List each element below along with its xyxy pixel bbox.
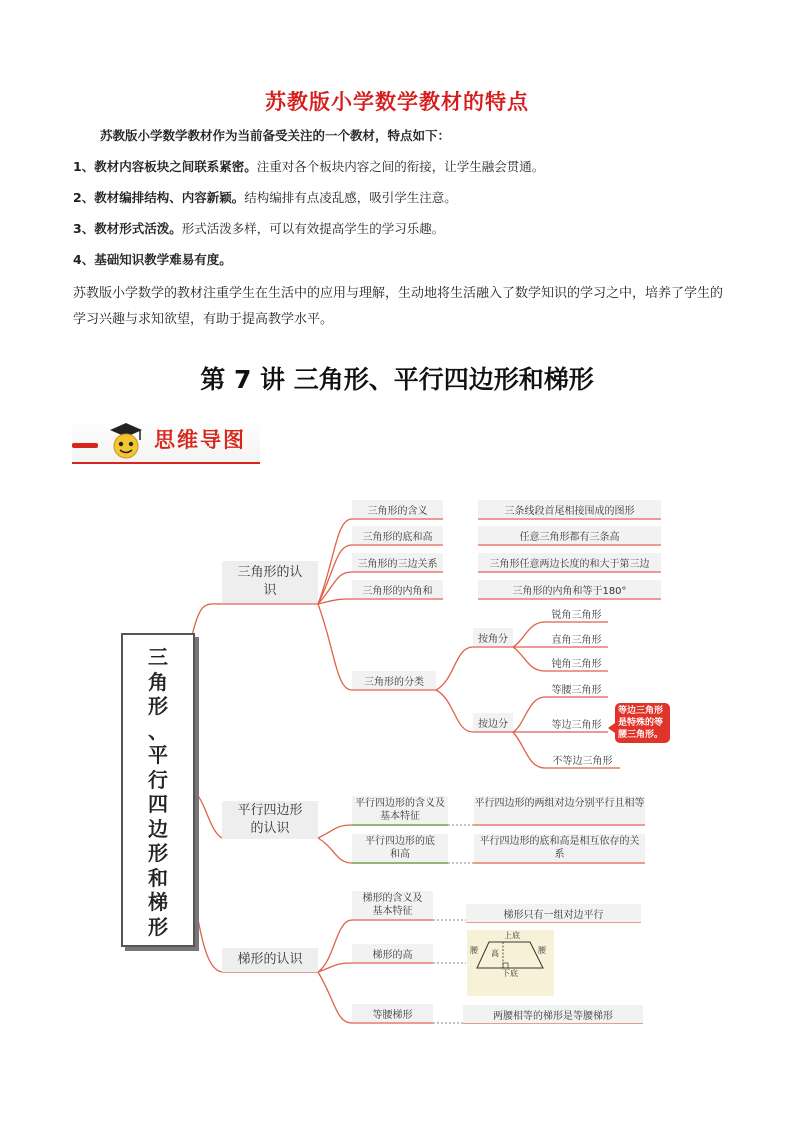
- node-triangle-sides-detail: 三角形任意两边长度的和大于第三边: [489, 559, 650, 570]
- node-isosceles-trapezoid-detail: 两腰相等的梯形是等腰梯形: [493, 1011, 613, 1022]
- node-scalene: 不等边三角形: [552, 756, 613, 767]
- node-triangle-base-detail: 任意三角形都有三条高: [519, 532, 620, 543]
- feature-3-bold: 3、教材形式活泼。: [73, 221, 182, 236]
- node-parallelogram-base-label: 平行四边形的底和高: [365, 836, 435, 860]
- node-parallelogram-meaning-label: 平行四边形的含义及基本特征: [355, 798, 445, 822]
- trapezoid-leg-left-label: 腰: [470, 946, 478, 955]
- node-triangle-angles-label: 三角形的内角和: [362, 586, 433, 597]
- trapezoid-bottom-label: 下底: [502, 969, 518, 978]
- root-label: 三 角 形 、 平 行 四 边 形 和 梯 形: [148, 645, 168, 939]
- node-parallelogram-base-detail: 平行四边形的底和高是相互依存的关系: [479, 836, 640, 860]
- trapezoid-height-mark: 高: [491, 949, 499, 958]
- branch-triangle: [222, 561, 318, 603]
- node-by-side-label: 按边分: [478, 719, 508, 730]
- node-trapezoid-meaning-detail: 梯形只有一组对边平行: [503, 910, 604, 921]
- lecture-title: 第 7 讲 三角形、平行四边形和梯形: [200, 365, 594, 394]
- branch-triangle-label: 三角形的认识: [237, 565, 303, 598]
- node-classification-label: 三角形的分类: [364, 677, 424, 688]
- node-triangle-sides-label: 三角形的三边关系: [357, 559, 438, 570]
- node-equilateral: 等边三角形: [551, 720, 602, 731]
- node-triangle-angles-detail: 三角形的内角和等于180°: [512, 586, 627, 597]
- mindmap-root: [121, 633, 195, 947]
- node-acute: 锐角三角形: [551, 610, 602, 621]
- branch-parallelogram-label: 平行四边形的认识: [237, 803, 303, 836]
- feature-2-bold: 2、教材编排结构、内容新颖。: [73, 190, 245, 205]
- node-triangle-meaning-label: 三角形的含义: [367, 506, 428, 517]
- branch-trapezoid: [222, 948, 318, 972]
- trapezoid-top-label: 上底: [504, 931, 520, 940]
- node-isosceles-trapezoid-label: 等腰梯形: [372, 1010, 413, 1021]
- feature-2-text: 结构编排有点凌乱感，吸引学生注意。: [244, 190, 457, 205]
- node-triangle-meaning-detail: 三条线段首尾相接围成的图形: [504, 506, 635, 517]
- node-by-angle-label: 按角分: [478, 634, 508, 645]
- intro-line: 苏教版小学数学教材作为当前备受关注的一个教材，特点如下：: [100, 128, 451, 143]
- equilateral-callout: 等边三角形是特殊的等腰三角形。: [615, 703, 670, 743]
- branch-parallelogram: [222, 801, 318, 839]
- feature-1-bold: 1、教材内容板块之间联系紧密。: [73, 159, 257, 174]
- feature-3-text: 形式活泼多样，可以有效提高学生的学习乐趣。: [181, 221, 445, 236]
- node-trapezoid-height-label: 梯形的高: [372, 950, 413, 961]
- trapezoid-leg-right-label: 腰: [538, 946, 546, 955]
- trapezoid-figure: [467, 930, 554, 996]
- node-triangle-base-label: 三角形的底和高: [362, 532, 433, 543]
- summary-paragraph: 苏教版小学数学的教材注重学生在生活中的应用与理解，生动地将生活融入了数学知识的学习之中，培养了学生的学习兴趣与求知欲望，有助于提高教学水平。: [73, 286, 724, 327]
- node-trapezoid-meaning-label: 梯形的含义及基本特征: [362, 893, 423, 917]
- node-isosceles: 等腰三角形: [551, 685, 602, 696]
- feature-1-text: 注重对各个板块内容之间的衔接，让学生融会贯通。: [256, 159, 545, 174]
- node-right: 直角三角形: [551, 635, 602, 646]
- node-parallelogram-meaning-detail: 平行四边形的两组对边分别平行且相等: [474, 798, 645, 809]
- branch-trapezoid-label: 梯形的认识: [237, 952, 303, 967]
- feature-4-bold: 4、基础知识教学难易有度。: [73, 252, 232, 267]
- doc-title: 苏教版小学数学教材的特点: [265, 90, 529, 114]
- banner-text: 思维导图: [154, 427, 246, 452]
- node-obtuse: 钝角三角形: [551, 659, 602, 670]
